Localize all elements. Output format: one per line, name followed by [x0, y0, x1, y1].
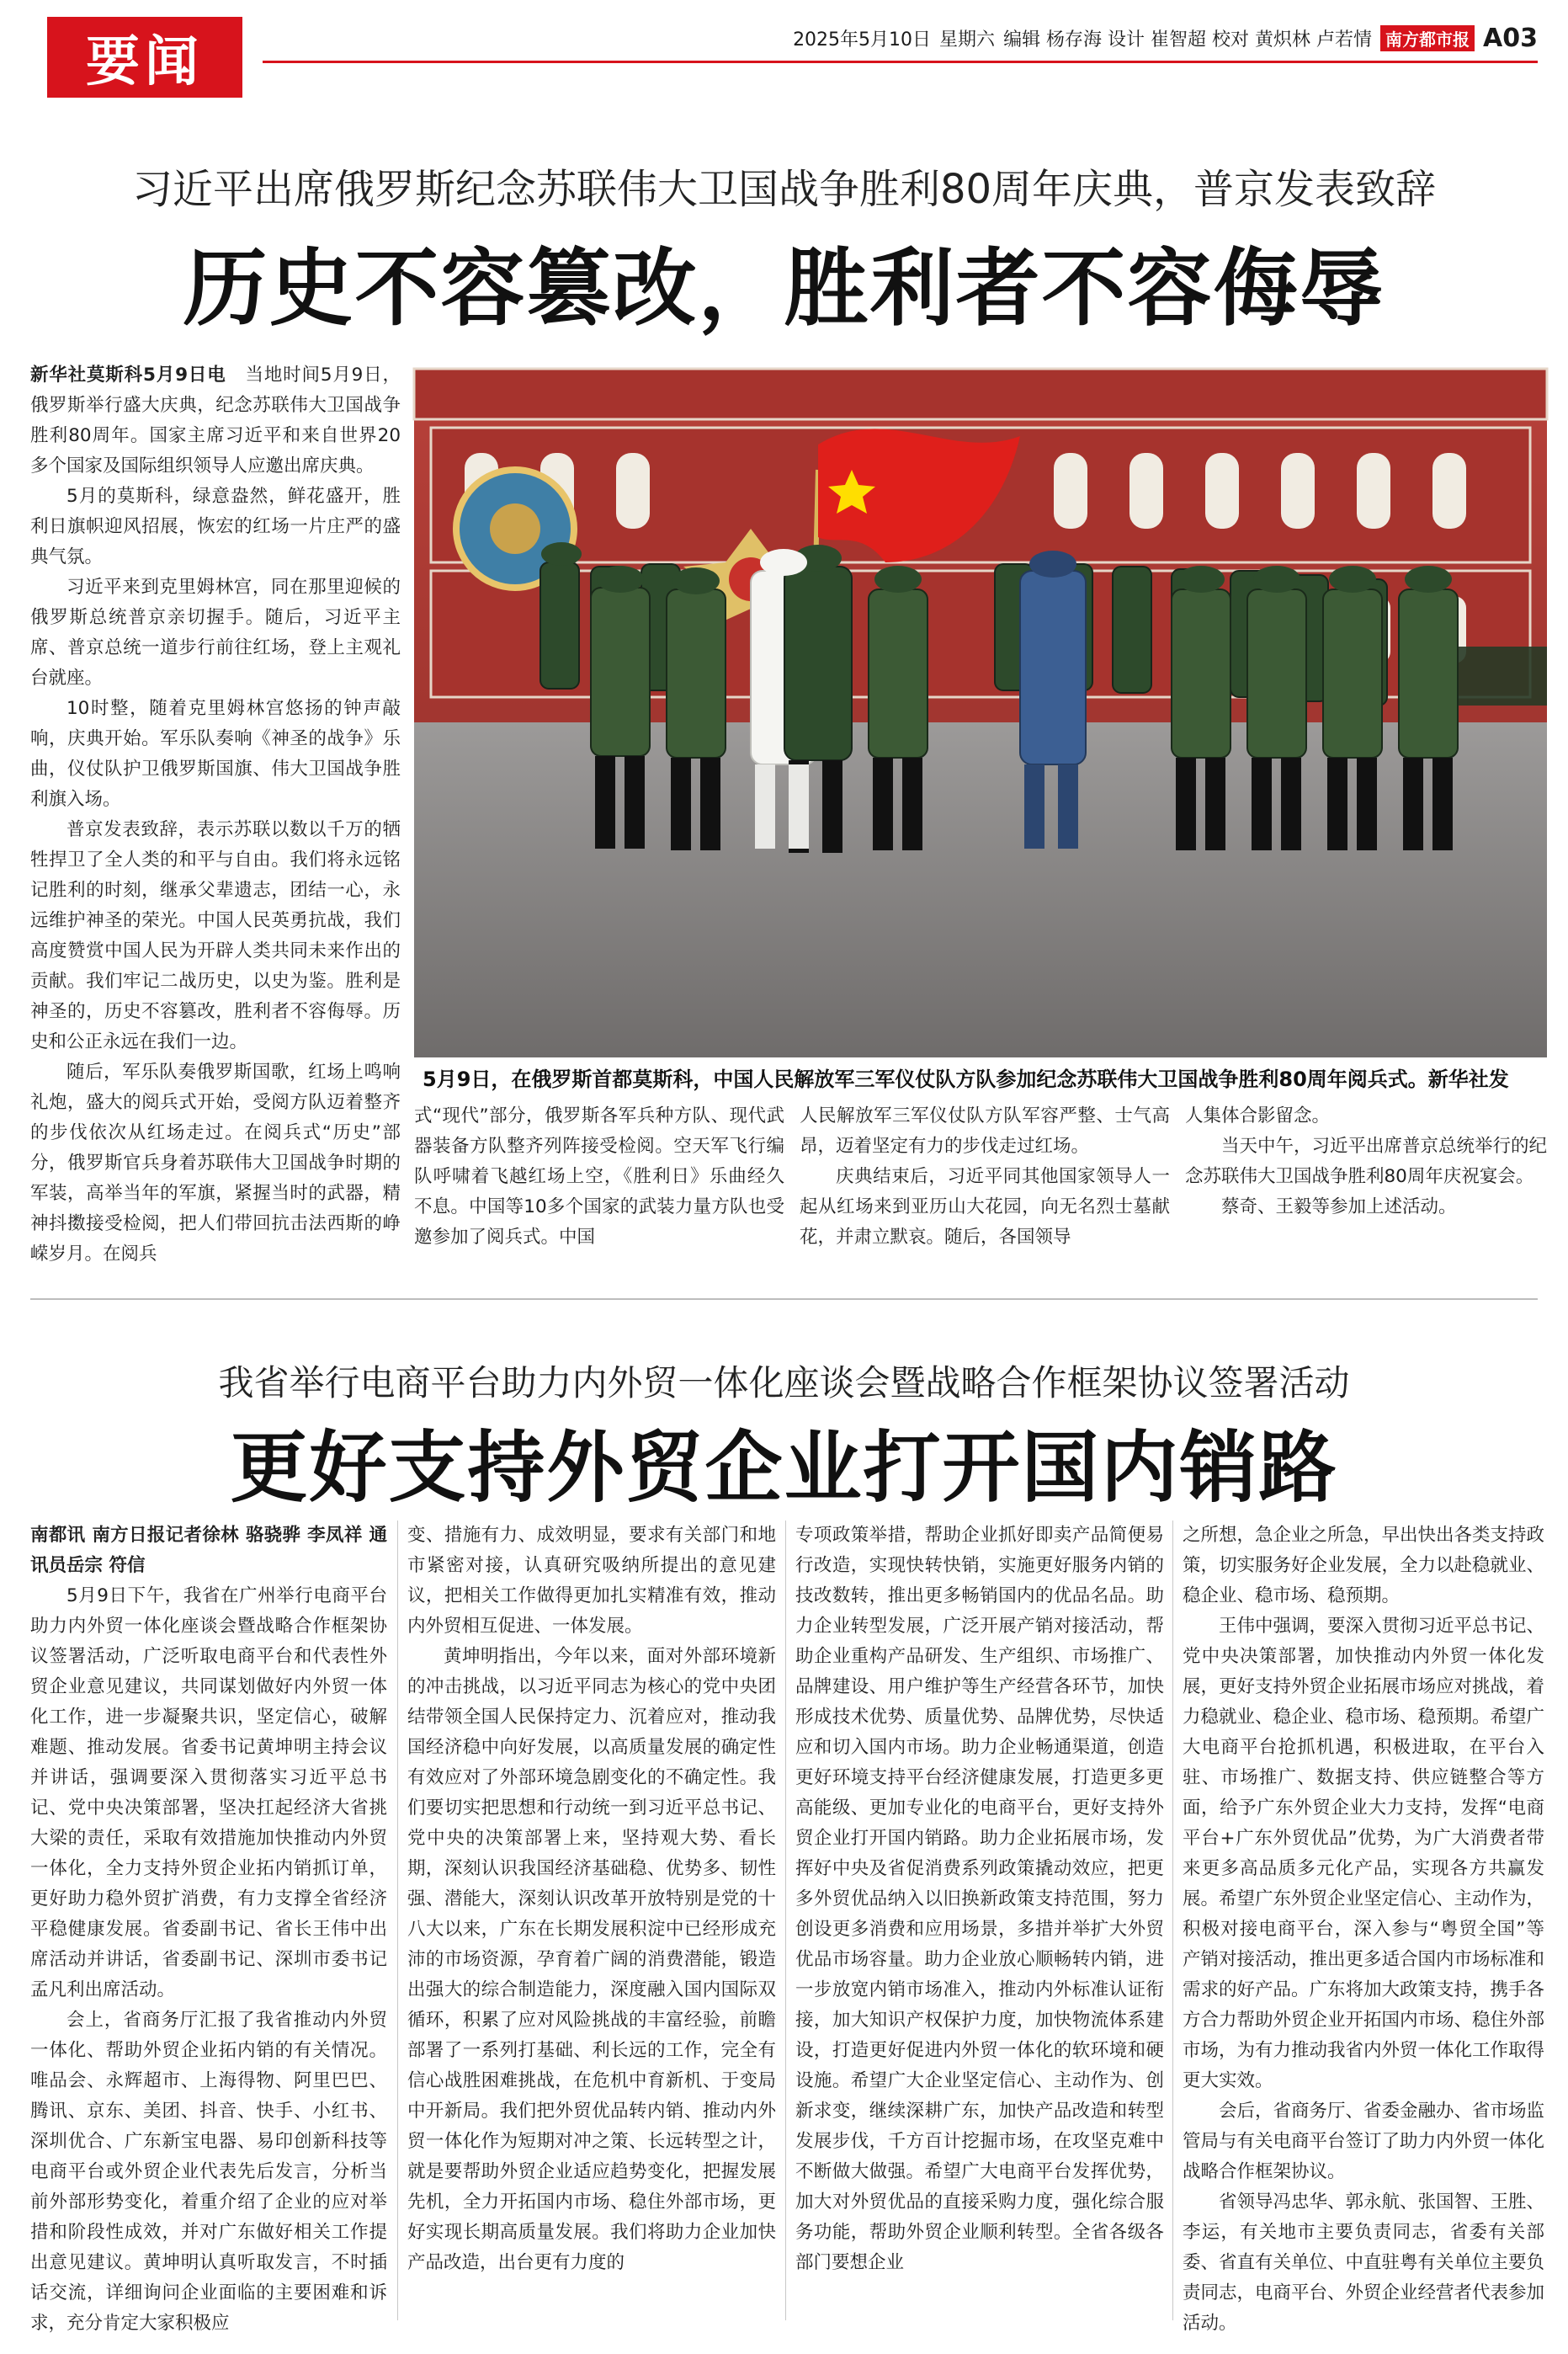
story1-lead-text: 当地时间5月9日，俄罗斯举行盛大庆典，纪念苏联伟大卫国战争胜利80周年。国家主席习近平和来自世界20多个国家及国际组织领导人应邀出席庆典。	[30, 365, 401, 477]
story1-headline: 历史不容篡改，胜利者不容侮辱	[183, 239, 1385, 338]
page-number: A03	[1483, 24, 1538, 53]
section-tag: 要闻	[47, 17, 242, 98]
story2-paragraph: 省领导冯忠华、郭永航、张国智、王胜、李运，有关地市主要负责同志，省委有关部委、省直有关单位、中直驻粤有关单位主要负责同志，电商平台、外贸企业经营者代表参加活动。	[1183, 2192, 1545, 2334]
photo-caption: 5月9日，在俄罗斯首都莫斯科，中国人民解放军三军仪仗队方队参加纪念苏联伟大卫国战争胜利80周年阅兵式。新华社发	[423, 1068, 1509, 1091]
story2-paragraph: 变、措施有力、成效明显，要求有关部门和地市紧密对接，认真研究吸纳所提出的意见建议，把相关工作做得更加扎实精准有效，推动内外贸相互促进、一体发展。	[407, 1525, 776, 1637]
story2-column-2	[407, 1521, 776, 2320]
story1-paragraph: 蔡奇、王毅等参加上述活动。	[1221, 1196, 1457, 1217]
story2-paragraph: 王伟中强调，要深入贯彻习近平总书记、党中央决策部署，加快推动内外贸一体化发展，更好支持外贸企业拓展市场应对挑战，着力稳就业、稳企业、稳市场、稳预期。希望广大电商平台抢抓机遇，积极进取，在平台入驻、市场推广、数据支持、供应链整合等方面，给予广东外贸企业大力支持，发挥“电商平台+广东外贸优品”优势，为广大消费者带来更多高品质多元化产品，实现各方共赢发展。希望广东外贸企业坚定信心、主动作为，积极对接电商平台，深入参与“粤贸全国”等产销对接活动，推出更多适合国内市场标准和需求的好产品。广东将加大政策支持，携手各方合力帮助外贸企业开拓国内市场、稳住外部市场，为有力推动我省内外贸一体化工作取得更大实效。	[1183, 1616, 1545, 2091]
story1-lead-paragraph	[30, 360, 401, 482]
story1-paragraph: 人集体合影留念。	[1185, 1105, 1331, 1126]
story1-paragraph: 庆典结束后，习近平同其他国家领导人一起从红场来到亚历山大花园，向无名烈士墓献花，并肃立默哀。随后，各国领导	[800, 1166, 1170, 1248]
story2-dateline: 南都讯 南方日报记者徐林 骆骁骅 李凤祥 通讯员岳宗 符信	[30, 1525, 387, 1576]
story1-kicker: 习近平出席俄罗斯纪念苏联伟大卫国战争胜利80周年庆典，普京发表致辞	[131, 166, 1437, 213]
story2-paragraph: 会上，省商务厅汇报了我省推动内外贸一体化、帮助外贸企业拓内销的有关情况。唯品会、永辉超市、上海得物、阿里巴巴、腾讯、京东、美团、抖音、快手、小红书、深圳优合、广东新宝电器、易印创新科技等电商平台或外贸企业代表先后发言，分析当前外部形势变化，着重介绍了企业的应对举措和阶段性成效，并对广东做好相关工作提出意见建议。黄坤明认真听取发言，不时插话交流，详细询问企业面临的主要困难和诉求，充分肯定大家积极应	[30, 2010, 387, 2334]
paper-logo: 南方都市报	[1380, 25, 1475, 51]
parade-photo	[414, 369, 1547, 1057]
column-rule	[397, 1521, 398, 2320]
issue-date: 2025年5月10日	[793, 29, 932, 51]
page-header-meta	[793, 24, 1538, 53]
issue-weekday: 星期六	[939, 29, 996, 51]
story1-column-bottom-1	[414, 1101, 784, 1260]
story1-paragraph: 当天中午，习近平出席普京总统举行的纪念苏联伟大卫国战争胜利80周年庆祝宴会。	[1185, 1136, 1548, 1187]
story1-paragraph: 习近平来到克里姆林宫，同在那里迎候的俄罗斯总统普京亲切握手。随后，习近平主席、普京总统一道步行前往红场，登上主观礼台就座。	[30, 577, 401, 689]
story2-column-1	[30, 1521, 387, 2334]
story1-paragraph: 5月的莫斯科，绿意盎然，鲜花盛开，胜利日旗帜迎风招展，恢宏的红场一片庄严的盛典气氛。	[30, 486, 401, 567]
header-rule	[263, 61, 1538, 63]
story1-paragraph: 10时整，随着克里姆林宫悠扬的钟声敲响，庆典开始。军乐队奏响《神圣的战争》乐曲，仪仗队护卫俄罗斯国旗、伟大卫国战争胜利旗入场。	[30, 698, 401, 810]
story1-paragraph: 人民解放军三军仪仗队方队军容严整、士气高昂，迈着坚定有力的步伐走过红场。	[800, 1105, 1170, 1157]
story2-column-4	[1183, 1521, 1545, 2334]
story2-headline: 更好支持外贸企业打开国内销路	[230, 1423, 1338, 1513]
story1-paragraph: 普京发表致辞，表示苏联以数以千万的牺牲捍卫了全人类的和平与自由。我们将永远铭记胜利的时刻，继承父辈遗志，团结一心，永远维护神圣的荣光。中国人民英勇抗战，我们高度赞赏中国人民为开辟人类共同未来作出的贡献。我们牢记二战历史，以史为鉴。胜利是神圣的，历史不容篡改，胜利者不容侮辱。历史和公正永远在我们一边。	[30, 819, 401, 1052]
story1-column-left	[30, 360, 401, 1265]
story2-column-3	[795, 1521, 1164, 2320]
section-divider	[30, 1298, 1538, 1300]
story1-column-bottom-2	[800, 1101, 1170, 1260]
staff-credits: 编辑 杨存海 设计 崔智超 校对 黄炽林 卢若情	[1003, 29, 1373, 51]
story1-dateline: 新华社莫斯科5月9日电	[30, 365, 226, 386]
story2-paragraph: 会后，省商务厅、省委金融办、省市场监管局与有关电商平台签订了助力内外贸一体化战略合作框架协议。	[1183, 2101, 1545, 2182]
column-rule	[1172, 1521, 1173, 2320]
story1-column-bottom-3	[1185, 1101, 1547, 1260]
story2-paragraph: 之所想，急企业之所急，早出快出各类支持政策，切实服务好企业发展，全力以赴稳就业、稳企业、稳市场、稳预期。	[1183, 1525, 1545, 1606]
story2-paragraph: 5月9日下午，我省在广州举行电商平台助力内外贸一体化座谈会暨战略合作框架协议签署活动，广泛听取电商平台和代表性外贸企业意见建议，共同谋划做好内外贸一体化工作，进一步凝聚共识，坚定信心，破解难题、推动发展。省委书记黄坤明主持会议并讲话，强调要深入贯彻落实习近平总书记、党中央决策部署，坚决扛起经济大省挑大梁的责任，采取有效措施加快推动内外贸一体化，全力支持外贸企业拓内销抓订单，更好助力稳外贸扩消费，有力支撑全省经济平稳健康发展。省委副书记、省长王伟中出席活动并讲话，省委副书记、深圳市委书记孟凡利出席活动。	[30, 1585, 387, 2000]
parade-photo-illustration	[414, 369, 1547, 1057]
story1-paragraph: 式“现代”部分，俄罗斯各军兵种方队、现代武器装备方队整齐列阵接受检阅。空天军飞行编队呼啸着飞越红场上空，《胜利日》乐曲经久不息。中国等10多个国家的武装力量方队也受邀参加了阅兵式。中国	[414, 1105, 784, 1248]
story1-paragraph: 随后，军乐队奏俄罗斯国歌，红场上鸣响礼炮，盛大的阅兵式开始，受阅方队迈着整齐的步伐依次从红场走过。在阅兵式“历史”部分，俄罗斯官兵身着苏联伟大卫国战争时期的军装，高举当年的军旗，紧握当时的武器，精神抖擞接受检阅，把人们带回抗击法西斯的峥嵘岁月。在阅兵	[30, 1062, 401, 1265]
story2-kicker: 我省举行电商平台助力内外贸一体化座谈会暨战略合作框架协议签署活动	[218, 1362, 1350, 1403]
story2-paragraph: 专项政策举措，帮助企业抓好即卖产品简便易行改造，实现快转快销，实施更好服务内销的技改数转，推出更多畅销国内的优品名品。助力企业转型发展，广泛开展产销对接活动，帮助企业重构产品研发、生产组织、市场推广、品牌建设、用户维护等生产经营各环节，加快形成技术优势、质量优势、品牌优势，尽快适应和切入国内市场。助力企业畅通渠道，创造更好环境支持平台经济健康发展，打造更多更高能级、更加专业化的电商平台，更好支持外贸企业打开国内销路。助力企业拓展市场，发挥好中央及省促消费系列政策撬动效应，把更多外贸优品纳入以旧换新政策支持范围，努力创设更多消费和应用场景，多措并举扩大外贸优品市场容量。助力企业放心顺畅转内销，进一步放宽内销市场准入，推动内外标准认证衔接，加大知识产权保护力度，加快物流体系建设，打造更好促进内外贸一体化的软环境和硬设施。希望广大企业坚定信心、主动作为、创新求变，继续深耕广东，加快产品改造和转型发展步伐，千方百计挖掘市场，在攻坚克难中不断做大做强。希望广大电商平台发挥优势，加大对外贸优品的直接采购力度，强化综合服务功能，帮助外贸企业顺利转型。全省各级各部门要想企业	[795, 1525, 1164, 2273]
story2-paragraph: 黄坤明指出，今年以来，面对外部环境新的冲击挑战，以习近平同志为核心的党中央团结带领全国人民保持定力、沉着应对，推动我国经济稳中向好发展，以高质量发展的确定性有效应对了外部环境急剧变化的不确定性。我们要切实把思想和行动统一到习近平总书记、党中央的决策部署上来，坚持观大势、看长期，深刻认识我国经济基础稳、优势多、韧性强、潜能大，深刻认识改革开放特别是党的十八大以来，广东在长期发展积淀中已经形成充沛的市场资源，孕育着广阔的消费潜能，锻造出强大的综合制造能力，深度融入国内国际双循环，积累了应对风险挑战的丰富经验，前瞻部署了一系列打基础、利长远的工作，完全有信心战胜困难挑战，在危机中育新机、于变局中开新局。我们把外贸优品转内销、推动内外贸一体化作为短期对冲之策、长远转型之计，就是要帮助外贸企业适应趋势变化，把握发展先机，全力开拓国内市场、稳住外部市场，更好实现长期高质量发展。我们将助力企业加快产品改造，出台更有力度的	[407, 1646, 776, 2273]
column-rule	[785, 1521, 786, 2320]
